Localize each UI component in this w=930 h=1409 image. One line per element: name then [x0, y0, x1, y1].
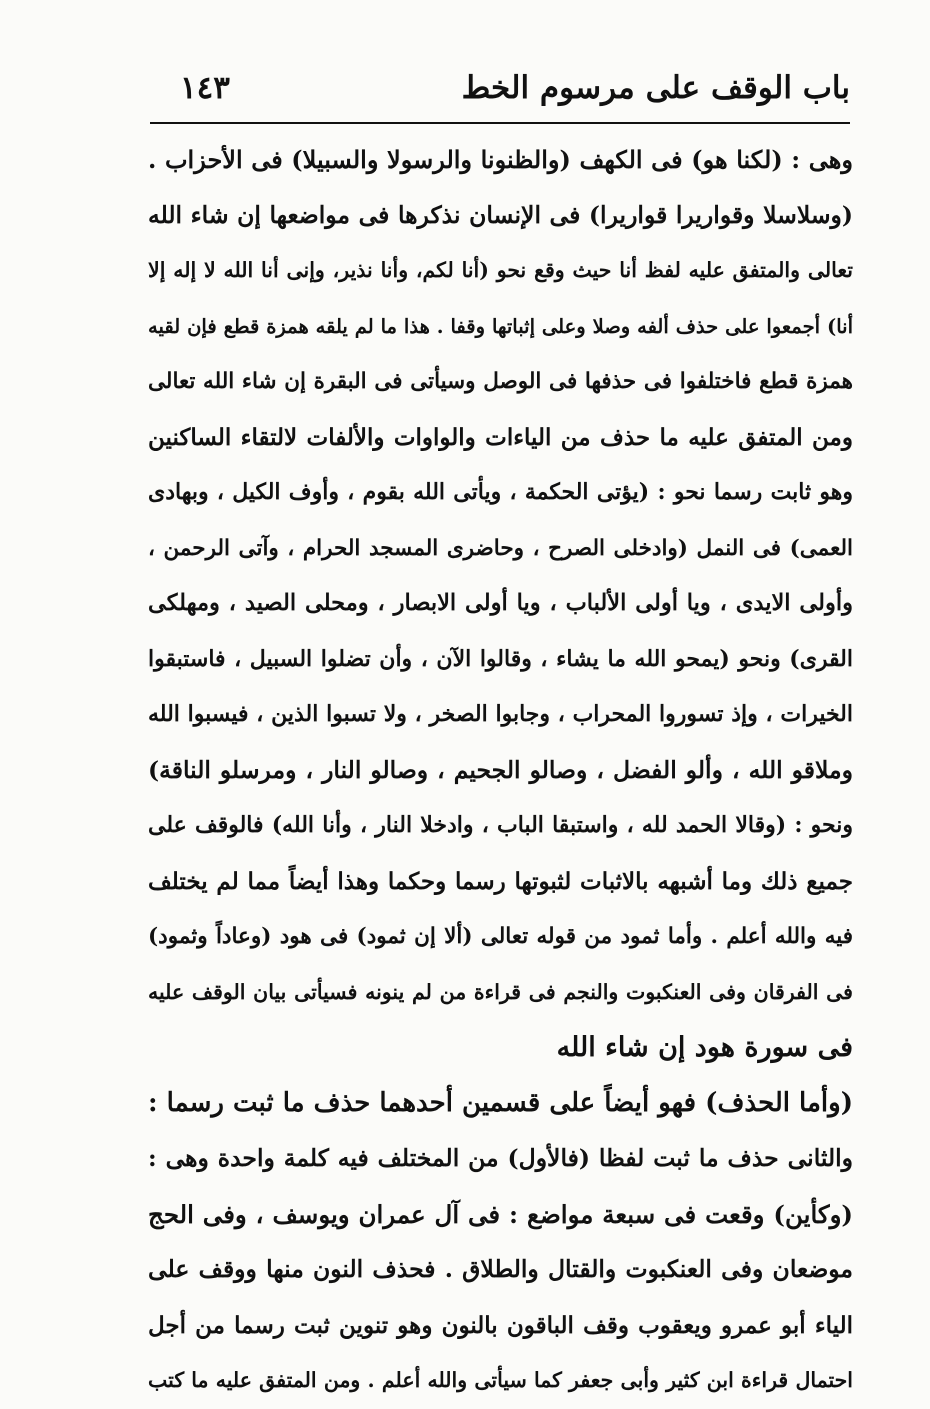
text-line: أنا) أجمعوا على حذف ألفه وصلا وعلى إثباتها وقفا . هذا ما لم يلقه همزة قطع فإن لقيه — [148, 314, 853, 338]
page-number: ١٤٣ — [180, 70, 230, 106]
page-header — [150, 62, 850, 122]
text-line: (وكأين) وقعت فى سبعة مواضع : فى آل عمران ويوسف ، وفى الحج — [148, 1199, 853, 1229]
text-line: ونحو : (وقالا الحمد لله ، واستبقا الباب ، وادخلا النار ، وأنا الله) فالوقف على — [148, 812, 853, 838]
header-rule — [150, 122, 850, 124]
text-line: الخيرات ، وإذ تسوروا المحراب ، وجابوا الصخر ، ولا تسبوا الذين ، فيسبوا الله — [148, 701, 853, 727]
text-line-paragraph-end: فى سورة هود إن شاء الله — [556, 1032, 853, 1063]
text-line: وملاقو الله ، وألو الفضل ، وصالو الجحيم ، وصالو النار ، ومرسلو الناقة) — [148, 755, 853, 784]
text-line: تعالى والمتفق عليه لفظ أنا حيث وقع نحو (أنا لكم، وأنا نذير، وإنى أنا الله لا إله إلا — [148, 258, 853, 282]
text-line: والثانى حذف ما ثبت لفظا (فالأول) من المختلف فيه كلمة واحدة وهى : — [148, 1144, 853, 1172]
text-line: وهو ثابت رسما نحو : (يؤتى الحكمة ، ويأتى الله بقوم ، وأوف الكيل ، وبهادى — [148, 479, 853, 505]
text-line: الياء أبو عمرو ويعقوب وقف الباقون بالنون وهو تنوين ثبت رسما من أجل — [148, 1311, 853, 1339]
text-line: وهى : (لكنا هو) فى الكهف (والظنونا والرسولا والسبيلا) فى الأحزاب . — [148, 145, 853, 174]
text-line: فى الفرقان وفى العنكبوت والنجم فى قراءة من لم ينونه فسيأتى بيان الوقف عليه — [148, 979, 853, 1004]
text-line: القرى) ونحو (يمحو الله ما يشاء ، وقالوا الآن ، وأن تضلوا السبيل ، فاستبقوا — [148, 645, 853, 672]
text-line: (وسلاسلا وقواريرا قواريرا) فى الإنسان نذكرها فى مواضعها إن شاء الله — [148, 200, 853, 229]
text-line: ومن المتفق عليه ما حذف من الياءات والواوات والألفات لالتقاء الساكنين — [148, 423, 853, 451]
text-line: فيه والله أعلم . وأما ثمود من قوله تعالى (ألا إن ثمود) فى هود (وعاداً وثمود) — [148, 924, 853, 949]
text-line: جميع ذلك وما أشبهه بالاثبات لثبوتها رسما وحكما وهذا أيضاً مما لم يختلف — [148, 867, 853, 895]
text-line: همزة قطع فاختلفوا فى حذفها فى الوصل وسيأتى فى البقرة إن شاء الله تعالى — [148, 369, 853, 394]
body-text — [148, 132, 853, 1409]
text-line: وأولى الايدى ، ويا أولى الألباب ، ويا أولى الابصار ، ومحلى الصيد ، ومهلكى — [148, 590, 853, 616]
text-line: العمى) فى النمل (وادخلى الصرح ، وحاضرى المسجد الحرام ، وآتى الرحمن ، — [148, 535, 853, 561]
text-line: احتمال قراءة ابن كثير وأبى جعفر كما سيأتى والله أعلم . ومن المتفق عليه ما كتب — [148, 1368, 853, 1392]
running-title: باب الوقف على مرسوم الخط — [461, 70, 850, 106]
text-line: موضعان وفى العنكبوت والقتال والطلاق . فحذف النون منها ووقف على — [148, 1255, 853, 1283]
text-line: (وأما الحذف) فهو أيضاً على قسمين أحدهما حذف ما ثبت رسما : — [148, 1087, 853, 1118]
